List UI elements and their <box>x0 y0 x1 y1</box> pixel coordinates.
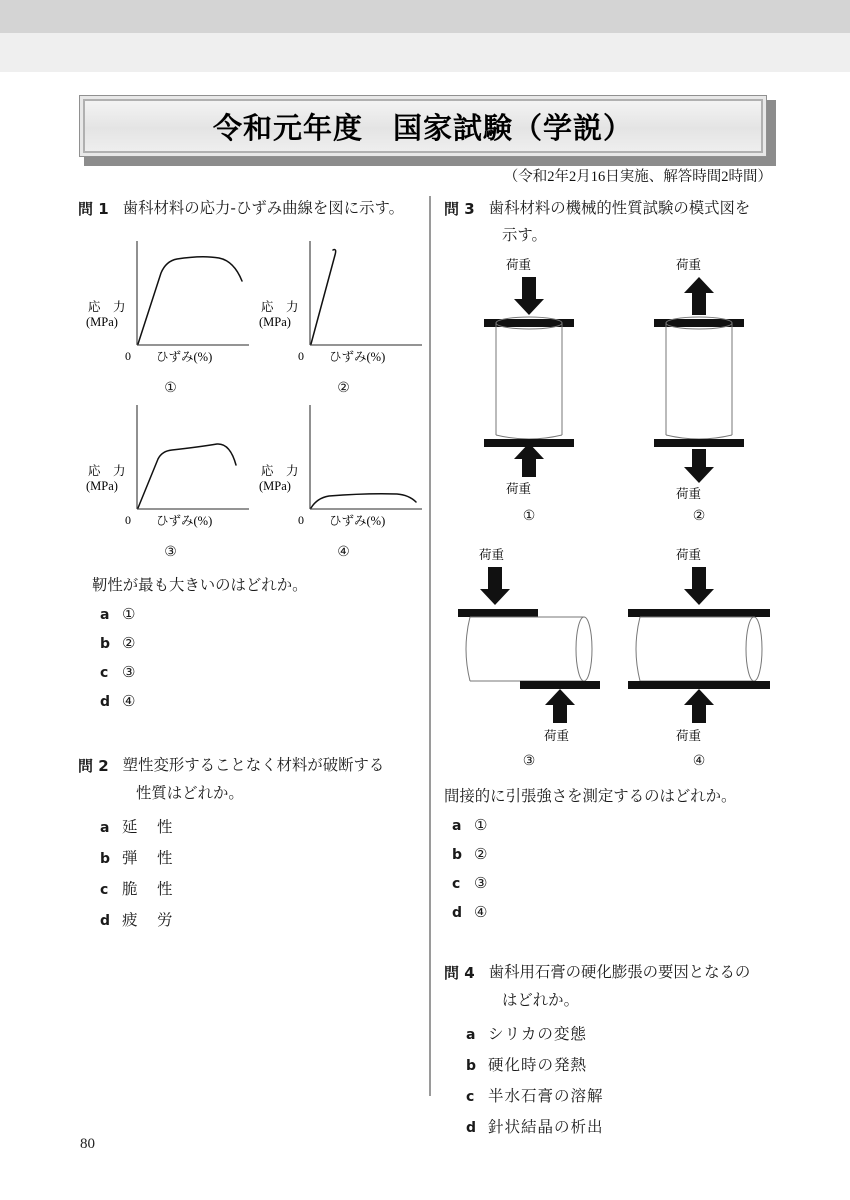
option-row[interactable] <box>458 1022 784 1044</box>
question-2-header <box>78 753 418 778</box>
svg-text:荷重: 荷重 <box>544 729 570 744</box>
question-2-number: 問 2 <box>78 757 109 776</box>
svg-text:応 力: 応 力 <box>261 300 299 315</box>
question-3-figures <box>444 253 784 770</box>
option-key: d <box>100 912 111 929</box>
question-4 <box>444 960 784 1136</box>
page-title: 令和元年度 国家試験（学説） <box>212 110 633 145</box>
question-3-number: 問 3 <box>444 200 475 218</box>
svg-text:荷重: 荷重 <box>676 548 702 563</box>
question-2-stem-line2-wrap <box>136 781 418 803</box>
svg-text:ひずみ(%): ひずみ(%) <box>329 350 386 365</box>
option-row[interactable] <box>92 908 418 930</box>
option-key: b <box>100 850 111 867</box>
figure-2 <box>257 233 430 397</box>
question-2-stem-line1: 塑性変形することなく材料が破断する <box>122 756 385 775</box>
stress-strain-chart-2 <box>257 233 430 373</box>
option-row[interactable] <box>458 1084 784 1106</box>
svg-text:荷重: 荷重 <box>676 258 702 273</box>
option-value: ① <box>474 818 488 835</box>
svg-text:(MPa): (MPa) <box>86 479 118 494</box>
option-value: ② <box>474 847 488 864</box>
svg-text:0: 0 <box>125 349 131 364</box>
mech-figure-row-top <box>444 253 784 525</box>
option-value: ② <box>122 636 136 653</box>
left-column <box>78 196 418 939</box>
option-key: c <box>100 665 109 682</box>
option-key: d <box>452 905 463 922</box>
svg-text:応 力: 応 力 <box>88 464 126 479</box>
option-row[interactable] <box>444 816 784 835</box>
svg-text:ひずみ(%): ひずみ(%) <box>329 514 386 529</box>
compression-test-diagram <box>444 253 614 503</box>
question-4-stem-line1: 歯科用石膏の硬化膨張の要因となるの <box>488 963 751 982</box>
question-3-lead-wrap <box>444 784 784 806</box>
svg-text:応 力: 応 力 <box>88 300 126 315</box>
figure-row-bottom <box>84 397 430 561</box>
option-value: シリカの変態 <box>488 1025 587 1043</box>
question-2 <box>78 753 418 929</box>
tension-test-diagram <box>614 253 784 503</box>
option-key: a <box>100 819 110 836</box>
page-number: 80 <box>80 1136 95 1152</box>
page-top-band-light <box>0 33 850 72</box>
page-top-band-dark <box>0 0 850 33</box>
svg-text:ひずみ(%): ひずみ(%) <box>156 350 213 365</box>
right-column <box>444 196 784 1146</box>
option-key: c <box>100 881 109 898</box>
svg-text:荷重: 荷重 <box>506 482 532 497</box>
question-1 <box>78 196 418 711</box>
option-value: 弾 性 <box>122 849 175 867</box>
shear-test-diagram <box>444 543 614 748</box>
mech-figure-4 <box>614 543 784 770</box>
figure-1 <box>84 233 257 397</box>
stress-strain-chart-3 <box>84 397 257 537</box>
svg-text:0: 0 <box>125 513 131 528</box>
option-value: 針状結晶の析出 <box>488 1118 604 1136</box>
option-value: 延 性 <box>122 818 175 836</box>
mech-figure-2-label: ② <box>692 509 706 525</box>
option-row[interactable] <box>92 663 418 682</box>
option-key: d <box>100 694 111 711</box>
question-4-header <box>444 960 784 985</box>
mech-figure-1 <box>444 253 614 525</box>
option-value: ③ <box>122 665 136 682</box>
question-1-stem: 歯科材料の応力-ひずみ曲線を図に示す。 <box>122 199 405 217</box>
question-4-options <box>458 1022 784 1137</box>
option-key: a <box>452 818 462 835</box>
option-key: a <box>466 1026 476 1043</box>
option-key: c <box>452 876 461 893</box>
option-row[interactable] <box>444 903 784 922</box>
question-4-number: 問 4 <box>444 964 475 983</box>
option-row[interactable] <box>92 634 418 653</box>
mech-figure-2 <box>614 253 784 525</box>
mech-figure-3 <box>444 543 614 770</box>
option-key: c <box>466 1088 475 1105</box>
option-row[interactable] <box>458 1053 784 1075</box>
option-row[interactable] <box>92 877 418 899</box>
option-key: a <box>100 607 110 624</box>
svg-text:0: 0 <box>298 513 304 528</box>
question-3 <box>444 196 784 922</box>
svg-text:(MPa): (MPa) <box>259 479 291 494</box>
question-4-stem-line2: はどれか。 <box>502 990 579 1009</box>
option-row[interactable] <box>444 845 784 864</box>
option-row[interactable] <box>92 815 418 837</box>
option-value: ④ <box>474 905 488 922</box>
option-value: ① <box>122 607 136 624</box>
mech-figure-1-label: ① <box>522 509 536 525</box>
figure-2-label: ② <box>337 381 350 397</box>
question-3-header <box>444 196 784 221</box>
svg-text:荷重: 荷重 <box>676 487 702 502</box>
option-key: b <box>466 1057 477 1074</box>
question-3-stem-line1: 歯科材料の機械的性質試験の模式図を <box>488 199 751 217</box>
question-1-lead-wrap <box>78 573 418 595</box>
option-value: 硬化時の発熱 <box>488 1056 588 1074</box>
svg-text:荷重: 荷重 <box>479 548 505 563</box>
figure-3-label: ③ <box>164 545 177 561</box>
figure-3 <box>84 397 257 561</box>
svg-text:(MPa): (MPa) <box>86 315 118 330</box>
svg-text:荷重: 荷重 <box>676 729 702 744</box>
option-value: ③ <box>474 876 488 893</box>
option-value: 疲 労 <box>122 911 175 929</box>
title-banner <box>79 95 767 157</box>
question-4-stem-line2-wrap <box>502 988 784 1010</box>
mech-figure-row-bottom <box>444 543 784 770</box>
title-banner-inner <box>83 99 763 153</box>
question-3-stem-line2-wrap <box>502 223 784 245</box>
option-key: b <box>100 636 111 653</box>
svg-text:ひずみ(%): ひずみ(%) <box>156 514 213 529</box>
stress-strain-chart-1 <box>84 233 257 373</box>
question-3-stem-line2: 示す。 <box>502 226 547 245</box>
svg-text:応 力: 応 力 <box>261 464 299 479</box>
question-1-options <box>92 605 418 711</box>
option-value: 半水石膏の溶解 <box>488 1087 604 1105</box>
question-1-number: 問 1 <box>78 200 109 218</box>
option-row[interactable] <box>92 846 418 868</box>
option-value: 脆 性 <box>122 880 175 898</box>
mech-figure-3-label: ③ <box>522 754 536 770</box>
mech-figure-4-label: ④ <box>692 754 706 770</box>
question-1-lead: 靭性が最も大きいのはどれか。 <box>92 576 308 595</box>
figure-row-top <box>84 233 430 397</box>
stress-strain-chart-4 <box>257 397 430 537</box>
option-key: d <box>466 1119 477 1136</box>
option-row[interactable] <box>92 692 418 711</box>
svg-text:荷重: 荷重 <box>506 258 532 273</box>
figure-4 <box>257 397 430 561</box>
question-3-lead: 間接的に引張強さを測定するのはどれか。 <box>444 787 737 806</box>
question-3-options <box>444 816 784 922</box>
option-row[interactable] <box>444 874 784 893</box>
svg-text:(MPa): (MPa) <box>259 315 291 330</box>
question-2-stem-line2: 性質はどれか。 <box>136 783 244 802</box>
figure-1-label: ① <box>164 381 177 397</box>
figure-4-label: ④ <box>337 545 350 561</box>
question-1-figures <box>84 233 430 561</box>
option-row[interactable] <box>92 605 418 624</box>
exam-subtitle: （令和2年2月16日実施、解答時間2時間） <box>503 169 772 185</box>
question-1-header <box>78 196 418 221</box>
option-key: b <box>452 847 463 864</box>
svg-text:0: 0 <box>298 349 304 364</box>
diametral-compression-diagram <box>614 543 784 748</box>
question-2-options <box>92 815 418 930</box>
option-value: ④ <box>122 694 136 711</box>
option-row[interactable] <box>458 1115 784 1137</box>
